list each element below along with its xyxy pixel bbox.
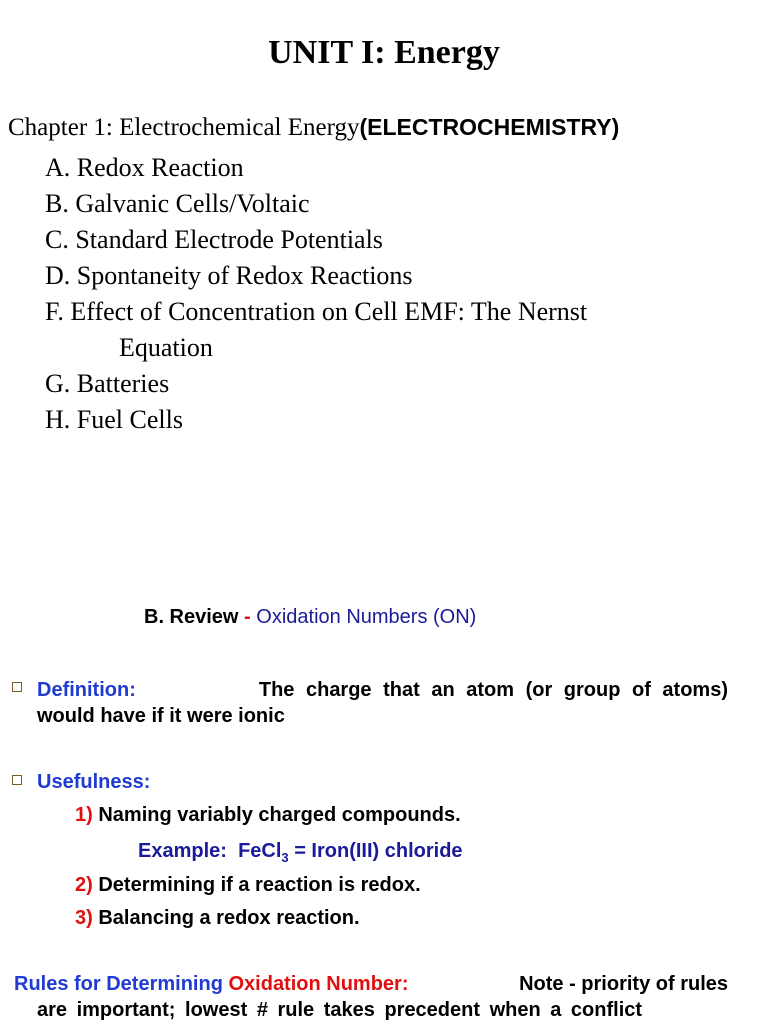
rules-note-1: Note - priority of rules	[519, 973, 728, 995]
usefulness-num-1: 1)	[75, 804, 93, 826]
rules-note-2: are important; lowest # rule takes precedent when a conflict	[37, 999, 643, 1021]
rules-line-1	[14, 971, 728, 997]
usefulness-label: Usefulness:	[37, 771, 151, 793]
review-dash: -	[238, 606, 257, 628]
example-line	[138, 838, 463, 871]
outline-item-a: A. Redox Reaction	[45, 153, 244, 182]
rules-heading-part2: Oxidation Number:	[228, 973, 409, 995]
outline-item-d: D. Spontaneity of Redox Reactions	[45, 261, 413, 290]
chapter-heading	[8, 114, 619, 142]
example-formula-subscript: 3	[281, 850, 289, 865]
rules-heading	[14, 971, 409, 997]
chapter-subject: (ELECTROCHEMISTRY)	[359, 114, 620, 140]
usefulness-item-1	[75, 802, 461, 828]
usefulness-num-2: 2)	[75, 874, 93, 896]
usefulness-item-2	[75, 872, 421, 898]
chapter-label: Chapter 1: Electrochemical Energy	[8, 114, 360, 141]
rules-block	[14, 971, 728, 1023]
review-topic: Oxidation Numbers (ON)	[256, 606, 477, 628]
outline-item-g: G. Batteries	[45, 369, 170, 398]
example-name: = Iron(III) chloride	[288, 840, 463, 862]
outline-item-b: B. Galvanic Cells/Voltaic	[45, 189, 310, 218]
usefulness-num-3: 3)	[75, 907, 93, 929]
outline-item-h: H. Fuel Cells	[45, 405, 183, 434]
definition-line-1	[37, 677, 728, 703]
rules-heading-part1: Rules for Determining	[14, 973, 229, 995]
example-formula: FeCl	[238, 840, 282, 862]
definition-label: Definition:	[37, 679, 136, 701]
definition-text-2: would have if it were ionic	[37, 705, 285, 727]
outline-item-f: F. Effect of Concentration on Cell EMF: The Nernst	[45, 297, 588, 326]
review-heading	[144, 605, 476, 629]
outline-item-c: C. Standard Electrode Potentials	[45, 225, 383, 254]
review-prefix: B. Review	[144, 606, 239, 628]
bullet-square-icon	[12, 775, 22, 785]
unit-title: UNIT I: Energy	[268, 34, 500, 71]
bullet-square-icon	[12, 682, 22, 692]
usefulness-text-2: Determining if a reaction is redox.	[98, 874, 421, 896]
definition-text-1: The charge that an atom (or group of atoms)	[258, 679, 728, 701]
definition-block	[37, 677, 728, 729]
usefulness-item-3	[75, 905, 360, 931]
usefulness-text-1: Naming variably charged compounds.	[98, 804, 461, 826]
example-label: Example:	[138, 840, 227, 862]
usefulness-text-3: Balancing a redox reaction.	[98, 907, 360, 929]
outline-item-f-cont: Equation	[119, 333, 213, 362]
